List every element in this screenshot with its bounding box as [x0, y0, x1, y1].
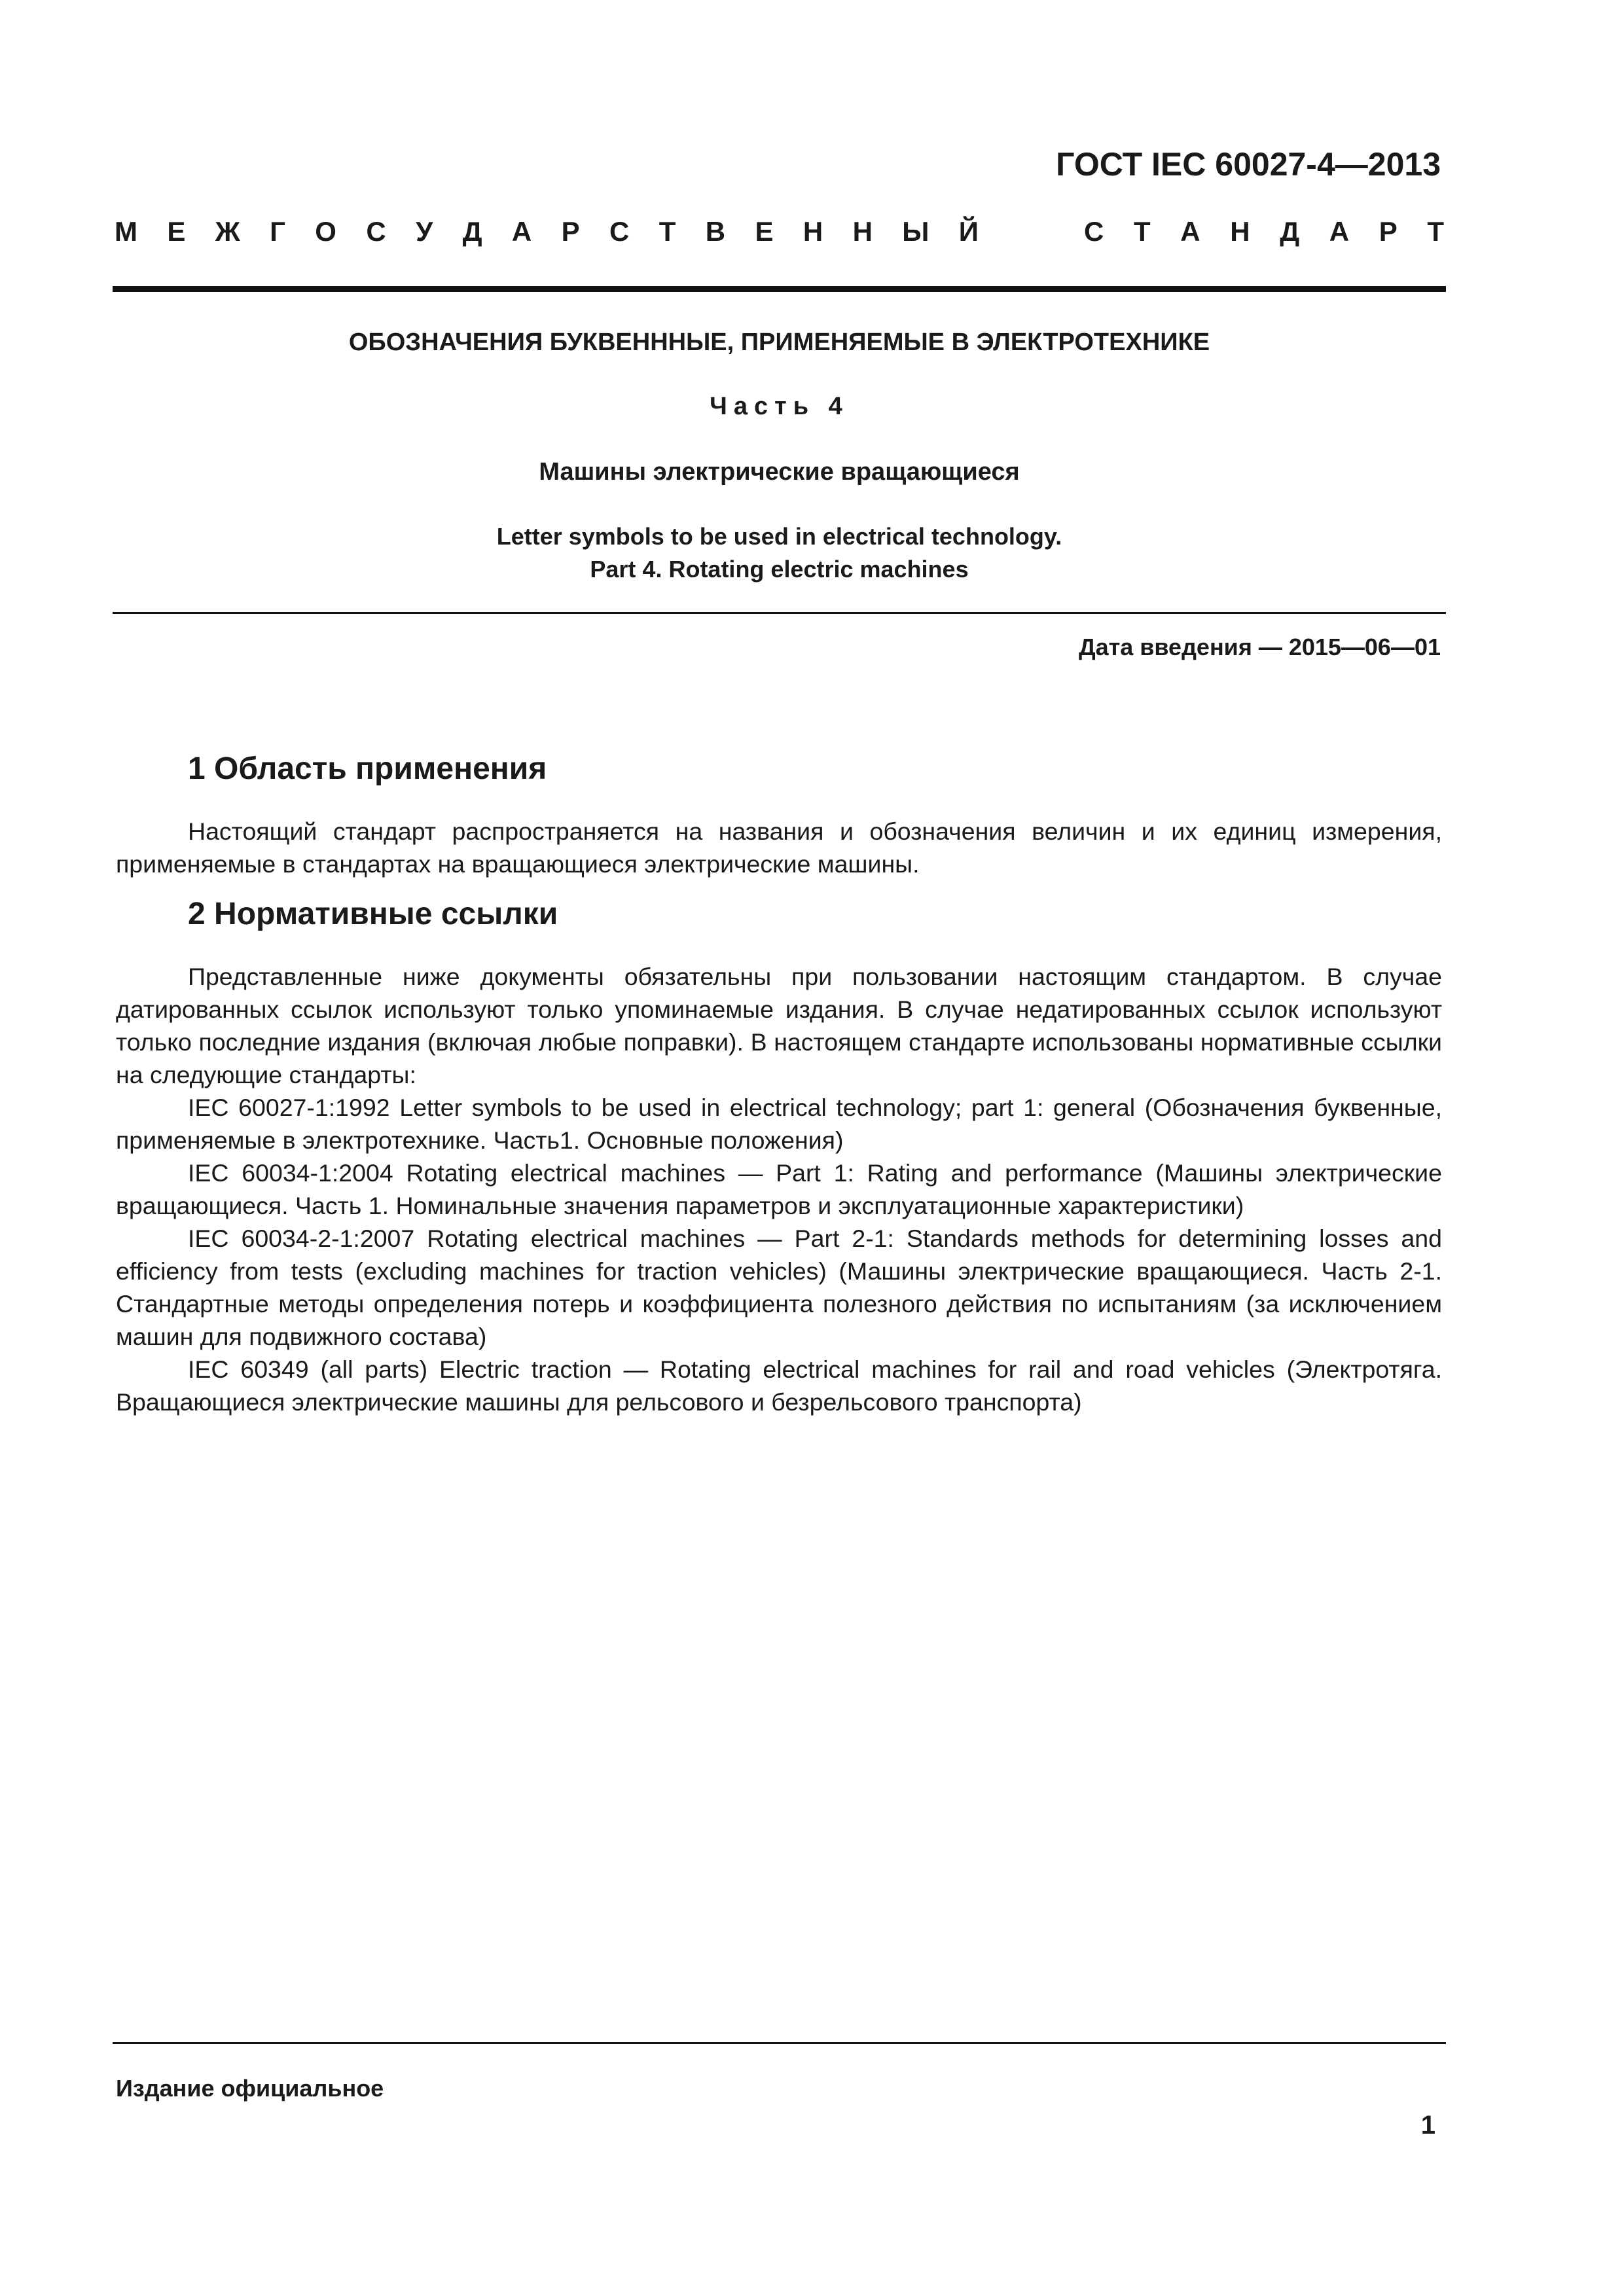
- banner-letter: Т: [659, 216, 676, 247]
- title-en-line-1: Letter symbols to be used in electrical technology.: [496, 523, 1062, 550]
- banner-letter: С: [1084, 216, 1104, 247]
- banner-letter: Д: [1280, 216, 1300, 247]
- page-number: 1: [1420, 2111, 1435, 2140]
- banner-word-standard: [1084, 216, 1444, 247]
- banner-letter: А: [1329, 216, 1350, 247]
- document-title-en: [113, 520, 1446, 586]
- banner-letter: Ж: [215, 216, 240, 247]
- title-en-line-2: Part 4. Rotating electric machines: [590, 556, 969, 583]
- reference-iec-60349: IEC 60349 (all parts) Electric traction — Rotating electrical machines for rail and road vehicles (Электротяга. Вращающиеся электрические машины для рельсового и безрельсового транспорта): [116, 1355, 1442, 1416]
- reference-iec-60027-1: IEC 60027-1:1992 Letter symbols to be used in electrical technology; part 1: general (Обозначения буквенные, применяемые в электротехнике. Часть1. Основные положения): [116, 1094, 1442, 1154]
- banner-letter: Д: [462, 216, 482, 247]
- banner-letter: Й: [958, 216, 979, 247]
- banner-letter: Н: [803, 216, 823, 247]
- banner-letter: В: [705, 216, 726, 247]
- banner-letter: Р: [561, 216, 580, 247]
- document-body: [116, 749, 1442, 1418]
- banner-word-interstate: [115, 216, 979, 247]
- official-edition-label: Издание официальное: [116, 2075, 384, 2102]
- reference-iec-60034-2-1: IEC 60034-2-1:2007 Rotating electrical machines — Part 2-1: Standards methods for determining losses and efficiency from tests (excluding machines for traction vehicles) (Машины электрические вращающиеся. Часть 2-1. Стандартные методы определения потерь и коэффициента полезного действия по испытаниям (за исключением машин для подвижного состава): [116, 1225, 1442, 1350]
- standard-number: ГОСТ IEC 60027-4—2013: [1056, 146, 1441, 183]
- section-2-heading: 2 Нормативные ссылки: [188, 897, 558, 931]
- banner-letter: Ы: [902, 216, 929, 247]
- banner-letter: Е: [755, 216, 774, 247]
- banner-letter: С: [366, 216, 386, 247]
- banner-letter: О: [315, 216, 336, 247]
- banner-letter: Т: [1427, 216, 1444, 247]
- banner-letter: А: [511, 216, 532, 247]
- banner-letter: Т: [1133, 216, 1151, 247]
- section-spacer: [116, 880, 1442, 895]
- banner-letter: С: [609, 216, 630, 247]
- section-1-paragraph: Настоящий стандарт распространяется на названия и обозначения величин и их единиц измерения, применяемые в стандартах на вращающиеся электрические машины.: [116, 817, 1442, 878]
- reference-iec-60034-1: IEC 60034-1:2004 Rotating electrical machines — Part 1: Rating and performance (Машины электрические вращающиеся. Часть 1. Номинальные значения параметров и эксплуатационные характеристики): [116, 1159, 1442, 1219]
- banner-letter: Н: [1230, 216, 1250, 247]
- banner-letter: Е: [167, 216, 186, 247]
- header-thick-rule: [113, 286, 1446, 292]
- interstate-standard-banner: [115, 216, 1444, 247]
- banner-letter: М: [115, 216, 137, 247]
- banner-letter: Р: [1379, 216, 1398, 247]
- footer-rule: [113, 2042, 1446, 2044]
- banner-letter: У: [416, 216, 433, 247]
- banner-letter: А: [1180, 216, 1200, 247]
- part-label: Часть 4: [710, 393, 849, 420]
- section-1-heading: 1 Область применения: [188, 751, 547, 786]
- banner-letter: Н: [852, 216, 873, 247]
- introduction-date: Дата введения — 2015—06—01: [1078, 634, 1441, 660]
- title-divider-rule: [113, 612, 1446, 614]
- document-title-ru: ОБОЗНАЧЕНИЯ БУКВЕНННЫЕ, ПРИМЕНЯЕМЫЕ В ЭЛЕКТРОТЕХНИКЕ: [348, 329, 1210, 356]
- banner-letter: Г: [270, 216, 285, 247]
- section-2-paragraph: Представленные ниже документы обязательны при пользовании настоящим стандартом. В случае датированных ссылок используют только упоминаемые издания. В случае недатированных ссылок используют только последние издания (включая любые поправки). В настоящем стандарте использованы нормативные ссылки на следующие стандарты:: [116, 963, 1442, 1088]
- document-subtitle-ru: Машины электрические вращающиеся: [539, 458, 1020, 486]
